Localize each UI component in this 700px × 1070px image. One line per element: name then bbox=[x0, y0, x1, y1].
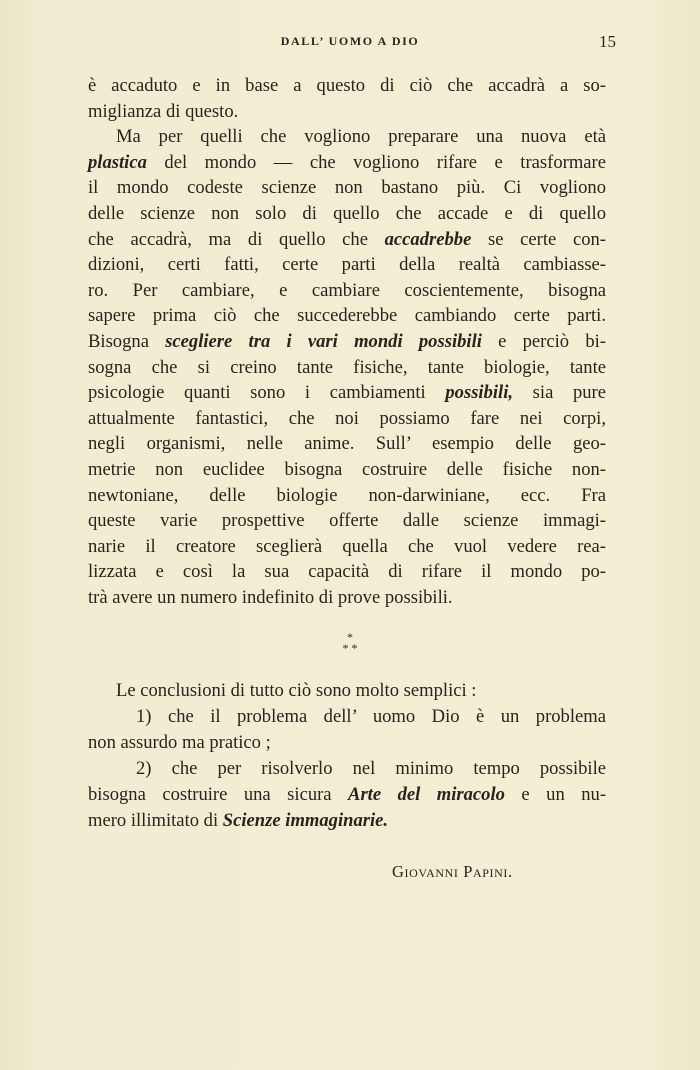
page-number: 15 bbox=[599, 32, 616, 51]
text-span: sia pure bbox=[513, 382, 606, 404]
text-line: non assurdo ma pratico ; bbox=[88, 732, 271, 753]
text-span: e perciò bi- bbox=[481, 330, 606, 352]
italic-term: possibili, bbox=[445, 382, 514, 404]
text-line: il mondo codeste scienze non bastano più. Ci vogliono bbox=[88, 177, 606, 199]
running-title: DALL’ UOMO A DIO bbox=[280, 34, 420, 48]
text-line bbox=[88, 329, 606, 355]
text-line: queste varie prospettive offerte dalle scienze immagi- bbox=[88, 510, 606, 532]
italic-term: accadrebbe bbox=[384, 228, 472, 250]
text-span: che accadrà, ma di quello che bbox=[88, 228, 385, 250]
text-span: se certe con- bbox=[471, 228, 606, 250]
italic-term: Arte del miracolo bbox=[348, 784, 505, 805]
text-line: trà avere un numero indefinito di prove possibili. bbox=[88, 586, 453, 608]
text-line: sogna che si creino tante fisiche, tante biologie, tante bbox=[88, 356, 606, 378]
text-span: bisogna costruire una sicura bbox=[88, 784, 349, 805]
italic-term: Scienze immaginarie. bbox=[222, 810, 389, 831]
text-line: sapere prima ciò che succederebbe cambiando certe parti. bbox=[88, 305, 606, 327]
text-line: narie il creatore sceglierà quella che vuol vedere rea- bbox=[88, 535, 606, 557]
italic-term: scegliere tra i vari mondi possibili bbox=[165, 330, 482, 352]
text-line bbox=[88, 227, 606, 253]
text-line: dizioni, certi fatti, certe parti della realtà cambiasse- bbox=[88, 254, 606, 276]
text-span: mero illimitato di bbox=[88, 810, 223, 831]
conclusion-block bbox=[88, 678, 606, 834]
text-span: del mondo — che vogliono rifare e trasformare bbox=[146, 151, 606, 173]
text-line bbox=[88, 782, 606, 808]
text-line: ro. Per cambiare, e cambiare coscientemente, bisogna bbox=[88, 279, 606, 301]
text-line: attualmente fantastici, che noi possiamo fare nei corpi, bbox=[88, 407, 606, 429]
italic-term: plastica bbox=[88, 151, 147, 173]
text-line: miglianza di questo. bbox=[88, 100, 239, 122]
running-head bbox=[88, 32, 616, 54]
text-line: Ma per quelli che vogliono preparare una nuova età bbox=[116, 126, 606, 148]
text-line: è accaduto e in base a questo di ciò che accadrà a so- bbox=[88, 75, 606, 96]
text-line bbox=[88, 808, 606, 834]
text-line: newtoniane, delle biologie non-darwiniane, ecc. Fra bbox=[88, 484, 606, 506]
text-line bbox=[88, 150, 606, 176]
text-line: negli organismi, nelle anime. Sull’ esempio delle geo- bbox=[88, 433, 606, 455]
text-line: delle scienze non solo di quello che accade e di quello bbox=[88, 202, 606, 224]
text-line bbox=[88, 380, 606, 406]
text-line: Le conclusioni di tutto ciò sono molto semplici : bbox=[116, 680, 477, 701]
text-line: lizzata e così la sua capacità di rifare il mondo po- bbox=[88, 561, 606, 583]
asterism-ornament bbox=[330, 632, 370, 658]
text-line: 1) che il problema dell’ uomo Dio è un problema bbox=[136, 706, 606, 727]
text-span: e un nu- bbox=[504, 784, 607, 805]
text-line: metrie non euclidee bisogna costruire delle fisiche non- bbox=[88, 458, 606, 480]
text-line: 2) che per risolverlo nel minimo tempo possibile bbox=[136, 758, 606, 779]
asterism-top: * bbox=[347, 630, 353, 644]
author-signature: Giovanni Papini. bbox=[392, 862, 513, 881]
text-span: Bisogna bbox=[88, 330, 166, 352]
asterism-bottom: * * bbox=[342, 641, 358, 655]
body-text bbox=[88, 73, 606, 610]
text-span: psicologie quanti sono i cambiamenti bbox=[88, 382, 446, 404]
